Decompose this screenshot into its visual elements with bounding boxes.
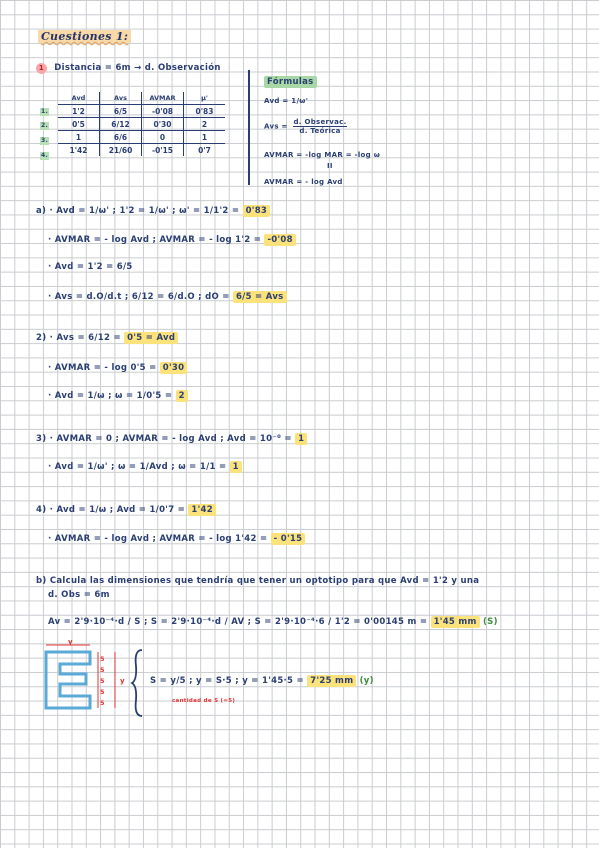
table-cell: 0'30 [142,118,184,131]
section-b-calc2: S = y/5 ; y = S·5 ; y = 1'45·5 = 7'25 mm (y) [150,676,374,686]
values-table [58,92,225,156]
section-2-line2: · AVMAR = - log 0'5 = 0'30 [48,363,187,373]
table-header-row [58,92,225,105]
section-a-line1: a) · Avd = 1/ω' ; 1'2 = 1/ω' ; ω' = 1/1'2 = 0'83 [36,206,270,216]
table-row [58,105,225,118]
dimension-label-5: 5 [100,666,105,674]
optotype-e-drawing [40,640,140,720]
table-row [58,144,225,157]
table-header: AVMAR [142,92,184,105]
row-number: 2. [40,122,49,129]
annotation-note: cantidad de S (=5) [172,698,236,704]
table-cell: -0'08 [142,105,184,118]
table-cell: 0'83 [184,105,226,118]
page-title: Cuestiones 1: [38,30,131,43]
dimension-label-5: 5 [100,699,105,707]
divider-line [248,70,250,185]
row-number: 3. [40,137,49,144]
table-cell: 1'42 [58,144,100,157]
table-cell: 1 [58,131,100,144]
table-header: μ' [184,92,226,105]
formula-equivalence: II [327,162,333,170]
dimension-label-5: 5 [100,655,105,663]
dimension-label-top: y [68,638,73,646]
section-a-line2: · AVMAR = - log Avd ; AVMAR = - log 1'2 = -0'08 [48,235,296,245]
question-1-header: 1 Distancia = 6m → d. Observación [36,63,221,74]
dimension-label-y: y [120,677,125,685]
formula-avs: Avs = d. Observac. d. Teórica [264,118,347,135]
table-cell: 21/60 [100,144,142,157]
table-cell: 1 [184,131,226,144]
table-row [58,131,225,144]
curly-brace [130,648,146,718]
table-cell: 0'7 [184,144,226,157]
formulas-label: Fórmulas [264,77,317,87]
table-cell: 6/6 [100,131,142,144]
section-b-statement: b) Calcula las dimensiones que tendría que tener un optotipo para que Avd = 1'2 y una [36,576,480,586]
section-3-line1: 3) · AVMAR = 0 ; AVMAR = - log Avd ; Avd = 10⁻⁰ = 1 [36,434,307,444]
section-b-calc1: Av = 2'9·10⁻⁴·d / S ; S = 2'9·10⁻⁴·d / AV ; S = 2'9·10⁻⁴·6 / 1'2 = 0'00145 m = 1'45 mm (S) [48,617,498,627]
section-3-line2: · Avd = 1/ω' ; ω = 1/Avd ; ω = 1/1 = 1 [48,462,242,472]
table-cell: 6/12 [100,118,142,131]
table-row [58,118,225,131]
table-cell: 6/5 [100,105,142,118]
table-cell: 0'5 [58,118,100,131]
table-header: Avs [100,92,142,105]
section-2-line1: 2) · Avs = 6/12 = 0'5 = Avd [36,333,178,343]
row-number: 4. [40,152,49,159]
section-b-statement-2: d. Obs = 6m [48,590,110,600]
section-4-line1: 4) · Avd = 1/ω ; Avd = 1/0'7 = 1'42 [36,505,216,515]
formula-avmar: AVMAR = -log MAR = -log ω [264,151,381,159]
table-cell: 1'2 [58,105,100,118]
row-number: 1. [40,108,49,115]
section-2-line3: · Avd = 1/ω ; ω = 1/0'5 = 2 [48,391,188,401]
letter-e-outline [46,652,90,708]
table-header: Avd [58,92,100,105]
section-a-line3: · Avd = 1'2 = 6/5 [48,262,133,272]
section-4-line2: · AVMAR = - log Avd ; AVMAR = - log 1'42 = - 0'15 [48,534,305,544]
formula-avmar-avd: AVMAR = - log Avd [264,178,343,186]
dimension-label-5: 5 [100,688,105,696]
formula-avd: Avd = 1/ω' [264,97,309,105]
section-a-line4: · Avs = d.O/d.t ; 6/12 = 6/d.O ; dO = 6/5 = Avs [48,292,287,302]
table-cell: 0 [142,131,184,144]
number-circle: 1 [36,63,47,74]
table-cell: -0'15 [142,144,184,157]
table-cell: 2 [184,118,226,131]
dimension-label-5: 5 [100,677,105,685]
